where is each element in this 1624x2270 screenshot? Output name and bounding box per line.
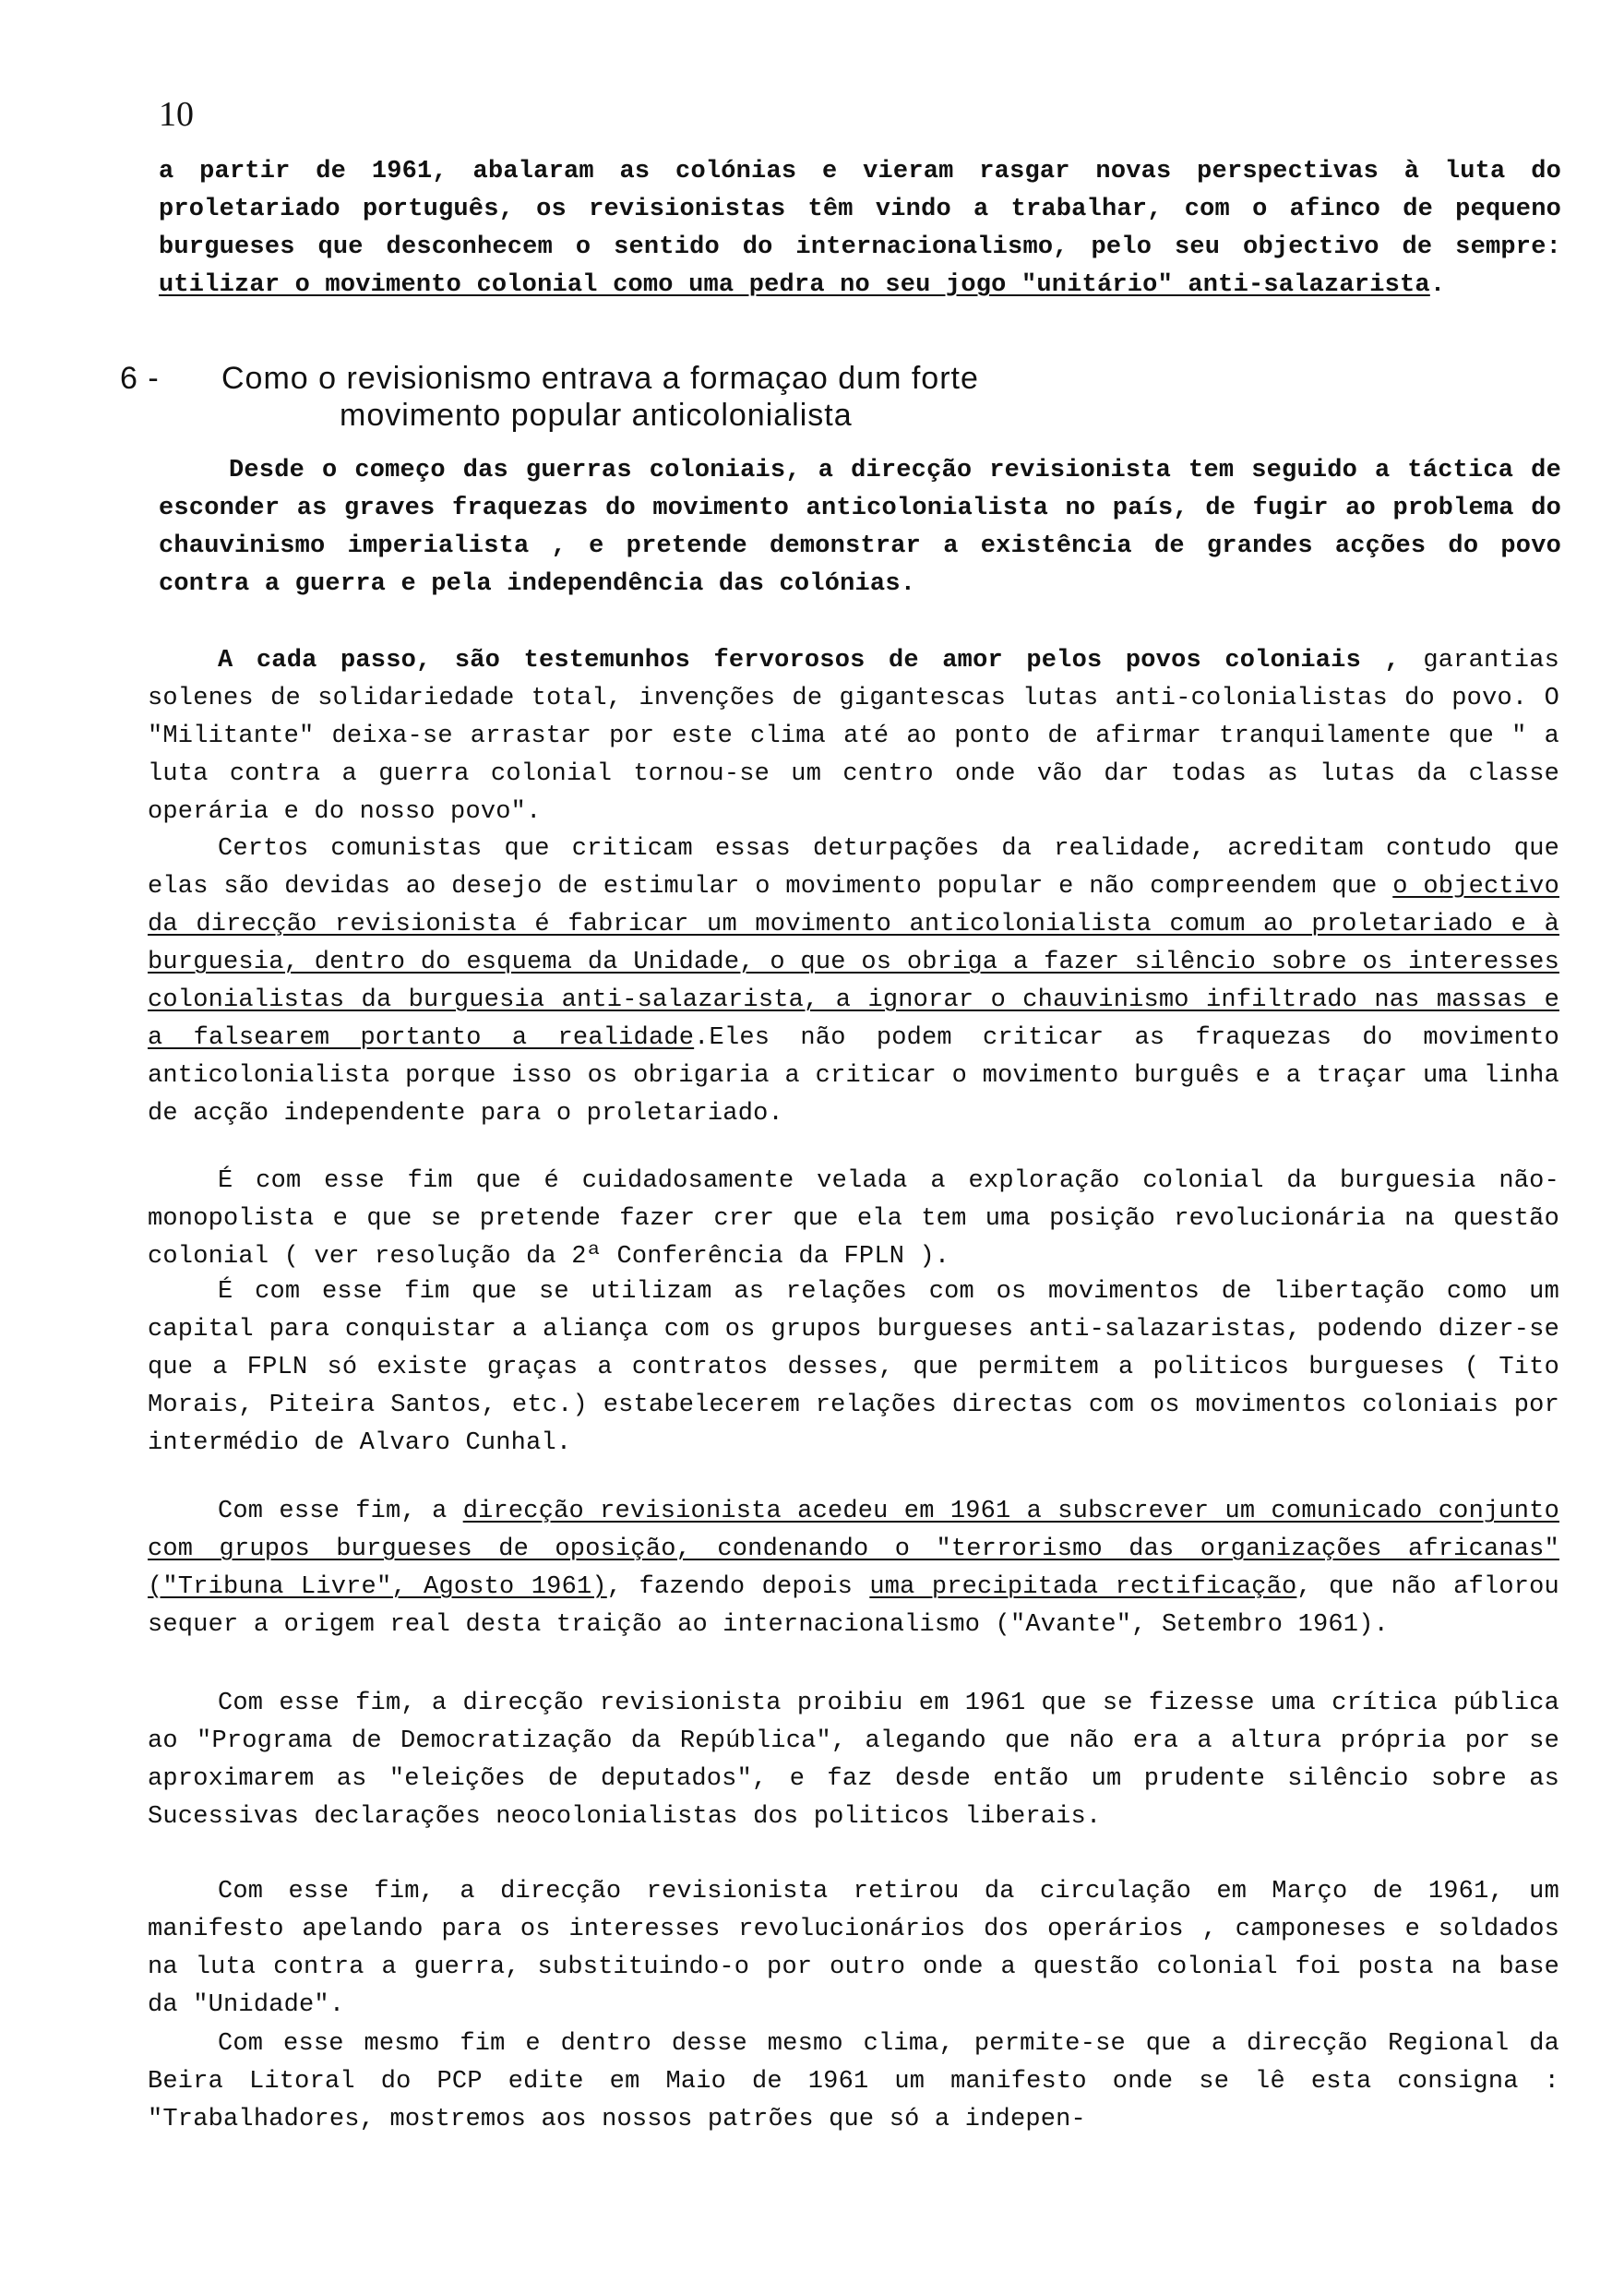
paragraph-2-text: garantias solenes de solidariedade total, invenções de gigantescas lutas anti-colonialistas do povo. O "Militante" deixa-se arrastar por este clima até ao ponto de afirmar tranquilamente que " a luta contra a guerra colonial tornou-se um centro onde vão dar todas as lutas da classe operária e do nosso povo". bbox=[148, 647, 1559, 826]
paragraph-3-start: Certos comunistas que criticam essas deturpações da realidade, acreditam contudo que elas são devidas ao desejo de estimular o movimento popular e não compreendem que bbox=[148, 835, 1559, 901]
paragraph-8 bbox=[148, 1873, 1559, 2025]
paragraph-2-bold: A cada passo, são testemunhos fervorosos de amor pelos povos coloniais , bbox=[218, 647, 1400, 675]
paragraph-3-end: .Eles não podem criticar as fraquezas do movimento anticolonialista porque isso os obrigaria a criticar o movimento burguês e a traçar uma linha de acção independente para o proletariado. bbox=[148, 1024, 1559, 1128]
intro-end: . bbox=[1429, 271, 1446, 299]
paragraph-7 bbox=[148, 1685, 1559, 1836]
section-number: 6 - bbox=[120, 361, 160, 396]
paragraph-2 bbox=[148, 642, 1559, 831]
paragraph-3-underlined: o objectivo da direcção revisionista é fabricar um movimento anticolonialista comum ao proletariado e à burguesia, dentro do esquema da Unidade, o que os obriga a fazer silêncio sobre os interesses colonialistas da burguesia anti-salazarista, a ignorar o chauvinismo infiltrado nas massas e a falsearem portanto a realidade bbox=[148, 873, 1559, 1052]
section-heading bbox=[120, 360, 1504, 434]
section-title-line1: Como o revisionismo entrava a formaçao dum forte bbox=[221, 361, 979, 396]
paragraph-5 bbox=[148, 1273, 1559, 1463]
paragraph-3 bbox=[148, 830, 1559, 1133]
paragraph-7-text: Com esse fim, a direcção revisionista proibiu em 1961 que se fizesse uma crítica pública ao "Programa de Democratização da República", alegando que não era a altura própria por se aproximarem as "eleições de deputados", e faz desde então um prudente silêncio sobre as Sucessivas declarações neocolonialistas dos politicos liberais. bbox=[148, 1690, 1559, 1831]
paragraph-1-text: Desde o começo das guerras coloniais, a direcção revisionista tem seguido a táctica de esconder as graves fraquezas do movimento anticolonialista no país, de fugir ao problema do chauvinismo imperialista , e pretende demonstrar a existência de grandes acções do povo contra a guerra e pela independência das colónias. bbox=[159, 457, 1561, 598]
page-number: 10 bbox=[159, 95, 194, 134]
intro-paragraph bbox=[159, 153, 1561, 305]
intro-text: a partir de 1961, abalaram as colónias e vieram rasgar novas perspectivas à luta do proletariado português, os revisionistas têm vindo a trabalhar, com o afinco de pequeno burgueses que desconhecem o sentido do internacionalismo, pelo seu objectivo de sempre: bbox=[159, 158, 1561, 261]
paragraph-6-end: , que não aflorou sequer a origem real desta traição ao internacionalismo ("Avante", Setembro 1961). bbox=[148, 1573, 1559, 1639]
paragraph-6-underlined-1: direcção revisionista acedeu em 1961 a subscrever um comunicado conjunto com grupos burgueses de oposição, condenando o "terrorismo das organizações africanas" ("Tribuna Livre", Agosto 1961) bbox=[148, 1498, 1559, 1601]
section-title-line2: movimento popular anticolonialista bbox=[340, 398, 853, 433]
paragraph-9 bbox=[148, 2025, 1559, 2139]
paragraph-6-start: Com esse fim, a bbox=[218, 1498, 463, 1525]
paragraph-6-underlined-2: uma precipitada rectificação bbox=[869, 1573, 1297, 1601]
paragraph-5-text: É com esse fim que se utilizam as relações com os movimentos de libertação como um capital para conquistar a aliança com os grupos burgueses anti-salazaristas, podendo dizer-se que a FPLN só existe graças a contratos desses, que permitem a politicos burgueses ( Tito Morais, Piteira Santos, etc.) estabelecerem relações directas com os movimentos coloniais por intermédio de Alvaro Cunhal. bbox=[148, 1278, 1559, 1457]
paragraph-6 bbox=[148, 1493, 1559, 1644]
paragraph-8-text: Com esse fim, a direcção revisionista retirou da circulação em Março de 1961, um manifesto apelando para os interesses revolucionários dos operários , camponeses e soldados na luta contra a guerra, substituindo-o por outro onde a questão colonial foi posta na base da "Unidade". bbox=[148, 1878, 1559, 2019]
paragraph-6-mid: , fazendo depois bbox=[606, 1573, 870, 1601]
paragraph-4-text: É com esse fim que é cuidadosamente velada a exploração colonial da burguesia não-monopolista e que se pretende fazer crer que ela tem uma posição revolucionária na questão colonial ( ver resolução da 2ª Conferência da FPLN ). bbox=[148, 1167, 1559, 1271]
intro-underlined-text: utilizar o movimento colonial como uma pedra no seu jogo "unitário" anti-salazarista bbox=[159, 271, 1430, 299]
paragraph-1 bbox=[159, 452, 1561, 603]
paragraph-4 bbox=[148, 1163, 1559, 1276]
paragraph-9-text: Com esse mesmo fim e dentro desse mesmo clima, permite-se que a direcção Regional da Beira Litoral do PCP edite em Maio de 1961 um manifesto onde se lê esta consigna : "Trabalhadores, mostremos aos nossos patrões que só a indepen- bbox=[148, 2030, 1559, 2133]
